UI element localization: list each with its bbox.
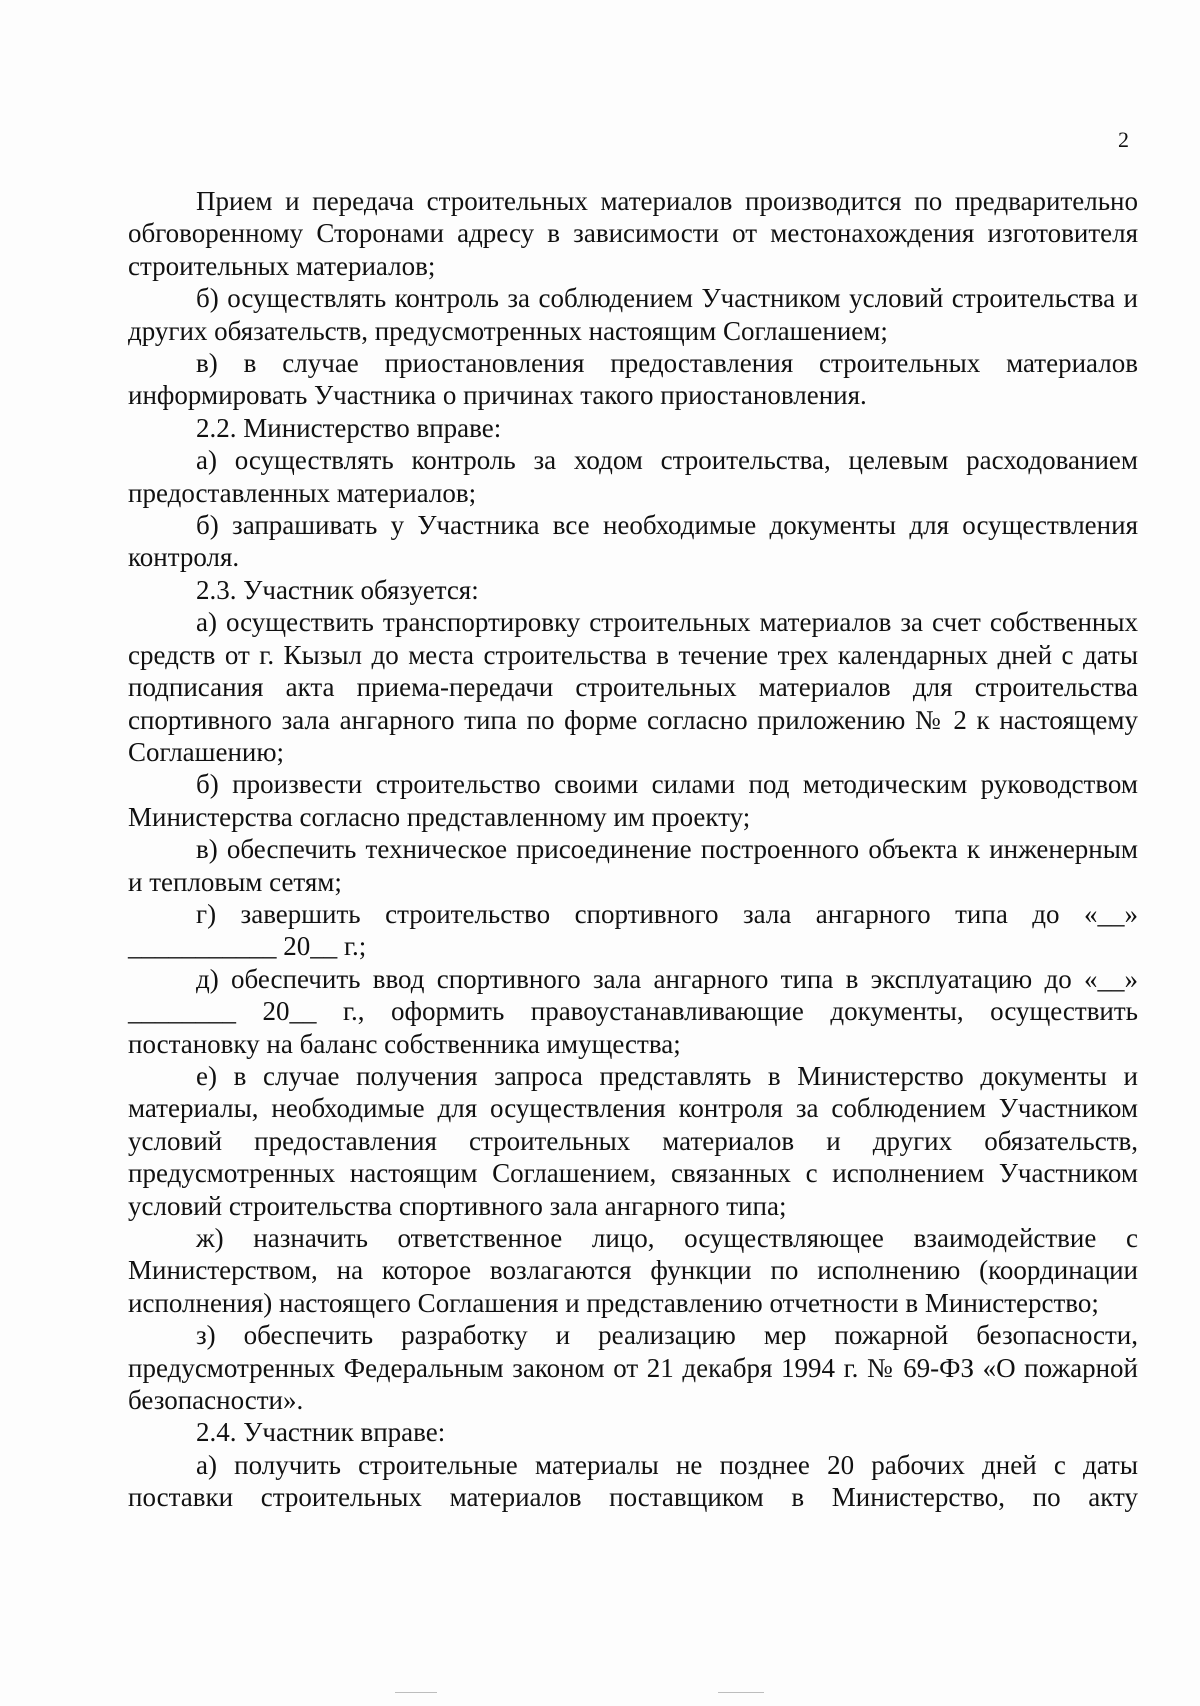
paragraph-2-3-v: в) обеспечить техническое присоединение построенного объекта к инженерным и тепловым сетям; [128,834,1138,897]
paragraph-2-3-d: д) обеспечить ввод спортивного зала ангарного типа в эксплуатацию до «__» ________ 20__ г., оформить правоустанавливающие документы, осуществить постановку на баланс собственника имущества; [128,963,1138,1059]
paragraph-2-1-v: в) в случае приостановления предоставления строительных материалов информировать Участника о причинах такого приостановления. [128,348,1138,411]
paragraph-2-2-a: а) осуществлять контроль за ходом строительства, целевым расходованием предоставленных материалов; [128,445,1138,508]
page-number: 2 [1118,127,1129,152]
scan-artifact-bottom-right [718,1692,764,1693]
paragraph-2-3-e: е) в случае получения запроса представлять в Министерство документы и материалы, необходимые для осуществления контроля за соблюдением Участником условий предоставления строительных материалов и других обязательств, предусмотренных настоящим Соглашением, связанных с исполнением Участником условий строительства спортивного зала ангарного типа; [128,1060,1138,1221]
paragraph-delivery-terms: Прием и передача строительных материалов производится по предварительно обговоренному Сторонами адресу в зависимости от местонахождения изготовителя строительных материалов; [128,186,1138,281]
section-heading-2-4: 2.4. Участник вправе: [196,1417,446,1448]
scan-artifact-bottom-left [395,1692,437,1693]
paragraph-2-1-b: б) осуществлять контроль за соблюдением Участником условий строительства и других обязательств, предусмотренных настоящим Соглашением; [128,283,1138,346]
paragraph-2-3-z: з) обеспечить разработку и реализацию мер пожарной безопасности, предусмотренных Федеральным законом от 21 декабря 1994 г. № 69-ФЗ «О пожарной безопасности». [128,1320,1138,1416]
paragraph-2-3-a: а) осуществить транспортировку строительных материалов за счет собственных средств от г. Кызыл до места строительства в течение трех календарных дней с даты подписания акта приема-передачи строительных материалов для строительства спортивного зала ангарного типа по форме согласно приложению № 2 к настоящему Соглашению; [128,607,1138,767]
document-body [128,185,1138,1514]
paragraph-2-2-b: б) запрашивать у Участника все необходимые документы для осуществления контроля. [128,510,1138,573]
paragraph-2-3-b: б) произвести строительство своими силами под методическим руководством Министерства согласно представленному им проекту; [128,769,1138,832]
paragraph-2-3-g: г) завершить строительство спортивного зала ангарного типа до «__» ___________ 20__ г.; [128,898,1138,962]
paragraph-2-3-zh: ж) назначить ответственное лицо, осуществляющее взаимодействие с Министерством, на которое возлагаются функции по исполнению (координации исполнения) настоящего Соглашения и представлению отчетности в Министерство; [128,1223,1138,1318]
section-heading-2-3: 2.3. Участник обязуется: [196,574,479,605]
section-heading-2-2: 2.2. Министерство вправе: [196,412,502,443]
paragraph-2-4-a: а) получить строительные материалы не позднее 20 рабочих дней с даты поставки строительных материалов поставщиком в Министерство, по акту [128,1449,1138,1513]
